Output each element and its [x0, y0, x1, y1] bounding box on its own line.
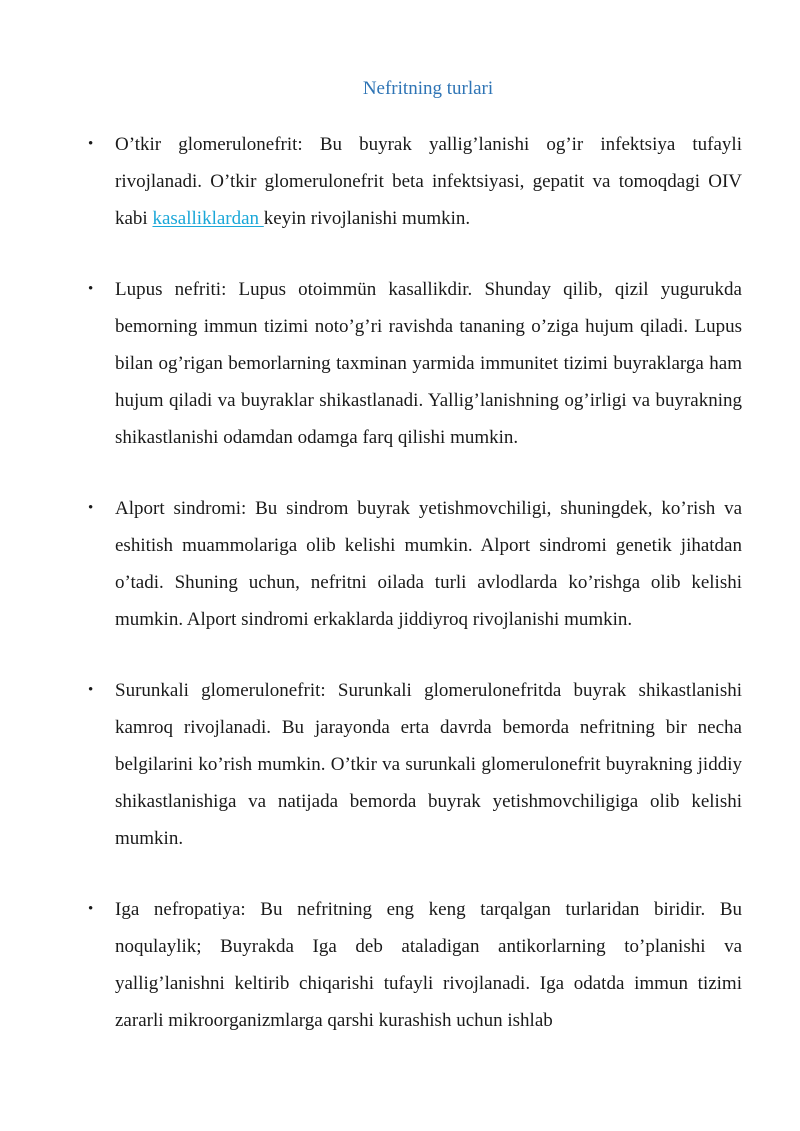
- bullet-icon: •: [88, 136, 94, 152]
- list-item-chronic-glomerulonephritis: [0, 672, 800, 857]
- paragraph-text: Alport sindromi: Bu sindrom buyrak yetishmovchiligi, shuningdek, ko’rish va eshitish muammolariga olib kelishi mumkin. Alport sindromi genetik jihatdan o’tadi. Shuning uchun, nefritni oilada turli avlodlarda ko’rishga olib kelishi mumkin. Alport sindromi erkaklarda jiddiyroq rivojlanishi mumkin.: [115, 498, 742, 630]
- paragraph-text-end: keyin rivojlanishi mumkin.: [263, 208, 471, 229]
- bullet-icon: •: [88, 500, 94, 516]
- list-item-lupus-nephritis: [0, 271, 800, 456]
- list-item-iga-nephropathy: [0, 891, 800, 1039]
- list-item-acute-glomerulonephritis: [0, 126, 800, 237]
- paragraph-text: [115, 126, 742, 237]
- list-item-alport-syndrome: [0, 490, 800, 638]
- paragraph-text: Iga nefropatiya: Bu nefritning eng keng tarqalgan turlaridan biridir. Bu noqulaylik; Buyrakda Iga deb ataladigan antikorlarning to’planishi va yallig’lanishni keltirib chiqarishi tufayli rivojlanadi. Iga odatda immun tizimi zararli mikroorganizmlarga qarshi kurashish uchun ishlab: [115, 899, 742, 1031]
- bullet-icon: •: [88, 281, 94, 297]
- page-title: Nefritning turlari: [362, 78, 494, 99]
- paragraph-text-start: O’tkir glomerulonefrit: Bu buyrak yallig’lanishi og’ir infektsiya tufayli rivojlanadi. O’tkir glomerulonefrit beta infektsiyasi, gepatit va tomoqdagi OIV kabi: [115, 134, 742, 229]
- paragraph-text: Surunkali glomerulonefrit: Surunkali glomerulonefritda buyrak shikastlanishi kamroq rivojlanadi. Bu jarayonda erta davrda bemorda nefritning bir necha belgilarini ko’rish mumkin. O’tkir va surunkali glomerulonefrit buyrakning jiddiy shikastlanishiga va natijada bemorda buyrak yetishmovchiligiga olib kelishi mumkin.: [115, 680, 742, 849]
- paragraph-text: Lupus nefriti: Lupus otoimmün kasallikdir. Shunday qilib, qizil yugurukda bemorning immun tizimi noto’g’ri ravishda tananing o’ziga hujum qiladi. Lupus bilan og’rigan bemorlarning taxminan yarmida immunitet tizimi buyraklarga ham hujum qiladi va buyraklar shikastlanadi. Yallig’lanishning og’irligi va buyrakning shikastlanishi odamdan odamga farq qilishi mumkin.: [115, 279, 742, 448]
- bullet-icon: •: [88, 901, 94, 917]
- diseases-link[interactable]: kasalliklardan: [152, 208, 264, 229]
- bullet-list: [0, 126, 800, 1073]
- bullet-icon: •: [88, 682, 94, 698]
